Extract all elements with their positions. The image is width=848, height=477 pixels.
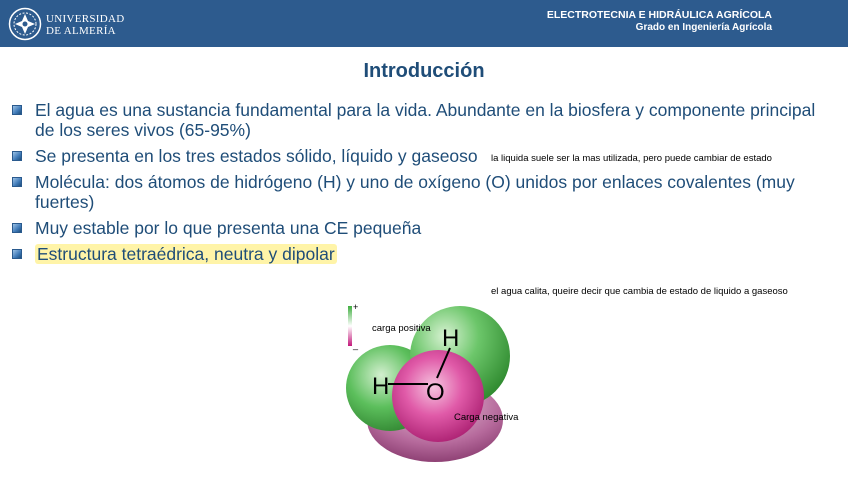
bullet-list xyxy=(12,100,832,270)
atom-h-left: H xyxy=(372,373,390,400)
logo-text-line1: UNIVERSIDAD xyxy=(46,13,125,25)
water-molecule-figure xyxy=(340,298,520,468)
annotation-warm-water: el agua calita, queire decir que cambia de estado de liquido a gaseoso xyxy=(491,286,788,297)
bullet-text: Muy estable por lo que presenta una CE pequeña xyxy=(35,218,422,238)
university-seal-icon xyxy=(8,7,42,41)
bullet-item xyxy=(12,100,832,140)
header-bar xyxy=(0,0,848,47)
degree-name: Grado en Ingeniería Agrícola xyxy=(635,22,772,33)
annotation-states: la liquida suele ser la mas utilizada, pero puede cambiar de estado xyxy=(491,153,772,164)
bullet-text: El agua es una sustancia fundamental para la vida. Abundante en la biosfera y componente principal de los seres vivos (65-95%) xyxy=(35,100,816,140)
positive-charge-label: carga positiva xyxy=(372,323,431,334)
logo-text-line2: DE ALMERÍA xyxy=(46,25,116,37)
atom-h-top: H xyxy=(442,325,460,352)
bullet-square-icon xyxy=(12,223,22,233)
bullet-square-icon xyxy=(12,151,22,161)
charge-scale-bar xyxy=(348,306,352,346)
bullet-square-icon xyxy=(12,177,22,187)
negative-charge-label: Carga negativa xyxy=(454,412,519,423)
bullet-item xyxy=(12,244,832,264)
bullet-text: Se presenta en los tres estados sólido, líquido y gaseoso xyxy=(35,146,478,166)
atom-o: O xyxy=(426,379,445,406)
highlighted-bullet-text: Estructura tetraédrica, neutra y dipolar xyxy=(37,244,335,264)
university-logo[interactable] xyxy=(8,7,125,41)
course-title: ELECTROTECNIA E HIDRÁULICA AGRÍCOLA xyxy=(546,9,772,21)
scale-minus-label: _ xyxy=(353,340,359,350)
bullet-text: Molécula: dos átomos de hidrógeno (H) y uno de oxígeno (O) unidos por enlaces covalentes (muy fuertes) xyxy=(35,172,795,212)
bullet-square-icon xyxy=(12,105,22,115)
scale-plus-label: + xyxy=(353,302,359,312)
bullet-square-icon xyxy=(12,249,22,259)
water-molecule-illustration xyxy=(340,298,520,468)
slide-title: Introducción xyxy=(363,60,485,82)
bullet-item xyxy=(12,172,832,212)
bullet-item xyxy=(12,218,832,238)
